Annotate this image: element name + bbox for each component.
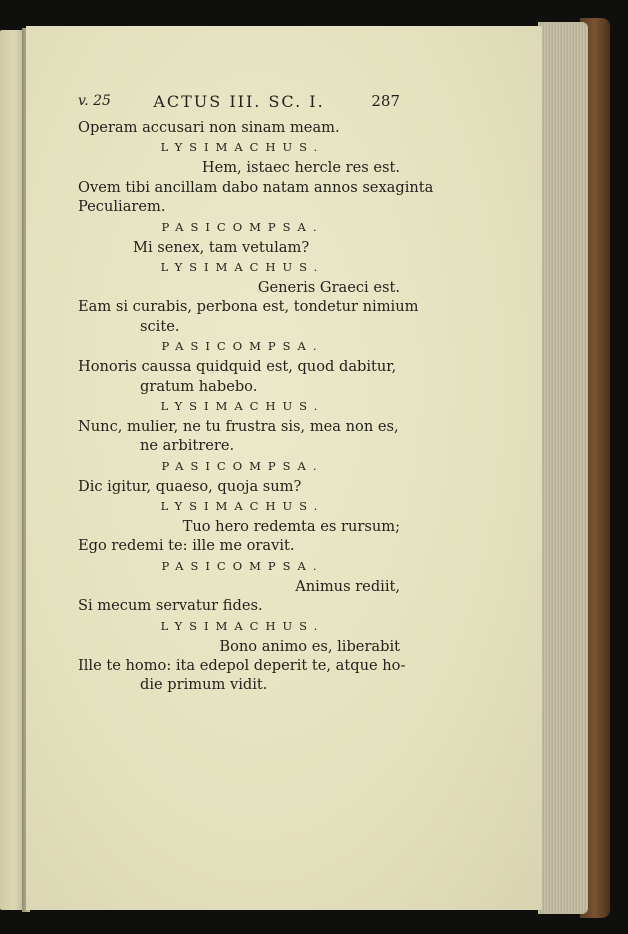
speaker-name: LYSIMACHUS.	[160, 140, 325, 155]
verse-line: die primum vidit.	[140, 676, 268, 694]
verse-line: Peculiarem.	[78, 198, 166, 216]
speaker-name: PASICOMPSA.	[161, 219, 324, 234]
page-content	[78, 88, 434, 695]
speaker-name: LYSIMACHUS.	[160, 499, 325, 514]
verse-line: ne arbitrere.	[140, 437, 235, 455]
speaker-name: PASICOMPSA.	[161, 339, 324, 354]
verse-line: scite.	[140, 317, 180, 335]
verse-line: Ovem tibi ancillam dabo natam annos sexaginta	[78, 178, 434, 196]
verse-line: Nunc, mulier, ne tu frustra sis, mea non es,	[78, 417, 399, 435]
speaker-name: PASICOMPSA.	[161, 458, 324, 473]
verse-line: Si mecum servatur fides.	[78, 597, 263, 615]
verse-line: Ille te homo: ita edepol deperit te, atque ho-	[78, 657, 406, 675]
verse-line: Generis Graeci est.	[257, 278, 400, 296]
speaker-name: LYSIMACHUS.	[160, 618, 325, 633]
verse-line: Hem, istaec hercle res est.	[201, 159, 400, 177]
speaker-name: LYSIMACHUS.	[160, 259, 325, 274]
running-header	[78, 88, 400, 118]
verse-line: Eam si curabis, perbona est, tondetur nimium	[78, 298, 419, 316]
verse-line: Bono animo es, liberabit	[219, 637, 400, 655]
speaker-name: PASICOMPSA.	[161, 558, 324, 573]
speaker-name: LYSIMACHUS.	[160, 398, 325, 413]
play-text	[78, 118, 434, 695]
verse-reference: v. 25	[78, 93, 111, 109]
page-edges	[538, 22, 588, 914]
verse-line: Mi senex, tam vetulam?	[133, 238, 310, 256]
verse-line: Ego redemi te: ille me oravit.	[78, 537, 295, 555]
page-number: 287	[371, 92, 400, 110]
verse-line: gratum habebo.	[140, 377, 258, 395]
verse-line: Animus rediit,	[295, 577, 400, 595]
verse-line: Dic igitur, quaeso, quoja sum?	[78, 477, 302, 495]
verse-line: Tuo hero redemta es rursum;	[182, 518, 400, 536]
verse-line: Operam accusari non sinam meam.	[78, 119, 340, 136]
verse-line: Honoris caussa quidquid est, quod dabitur,	[78, 358, 397, 376]
running-title: ACTUS III. SC. I.	[153, 92, 325, 111]
